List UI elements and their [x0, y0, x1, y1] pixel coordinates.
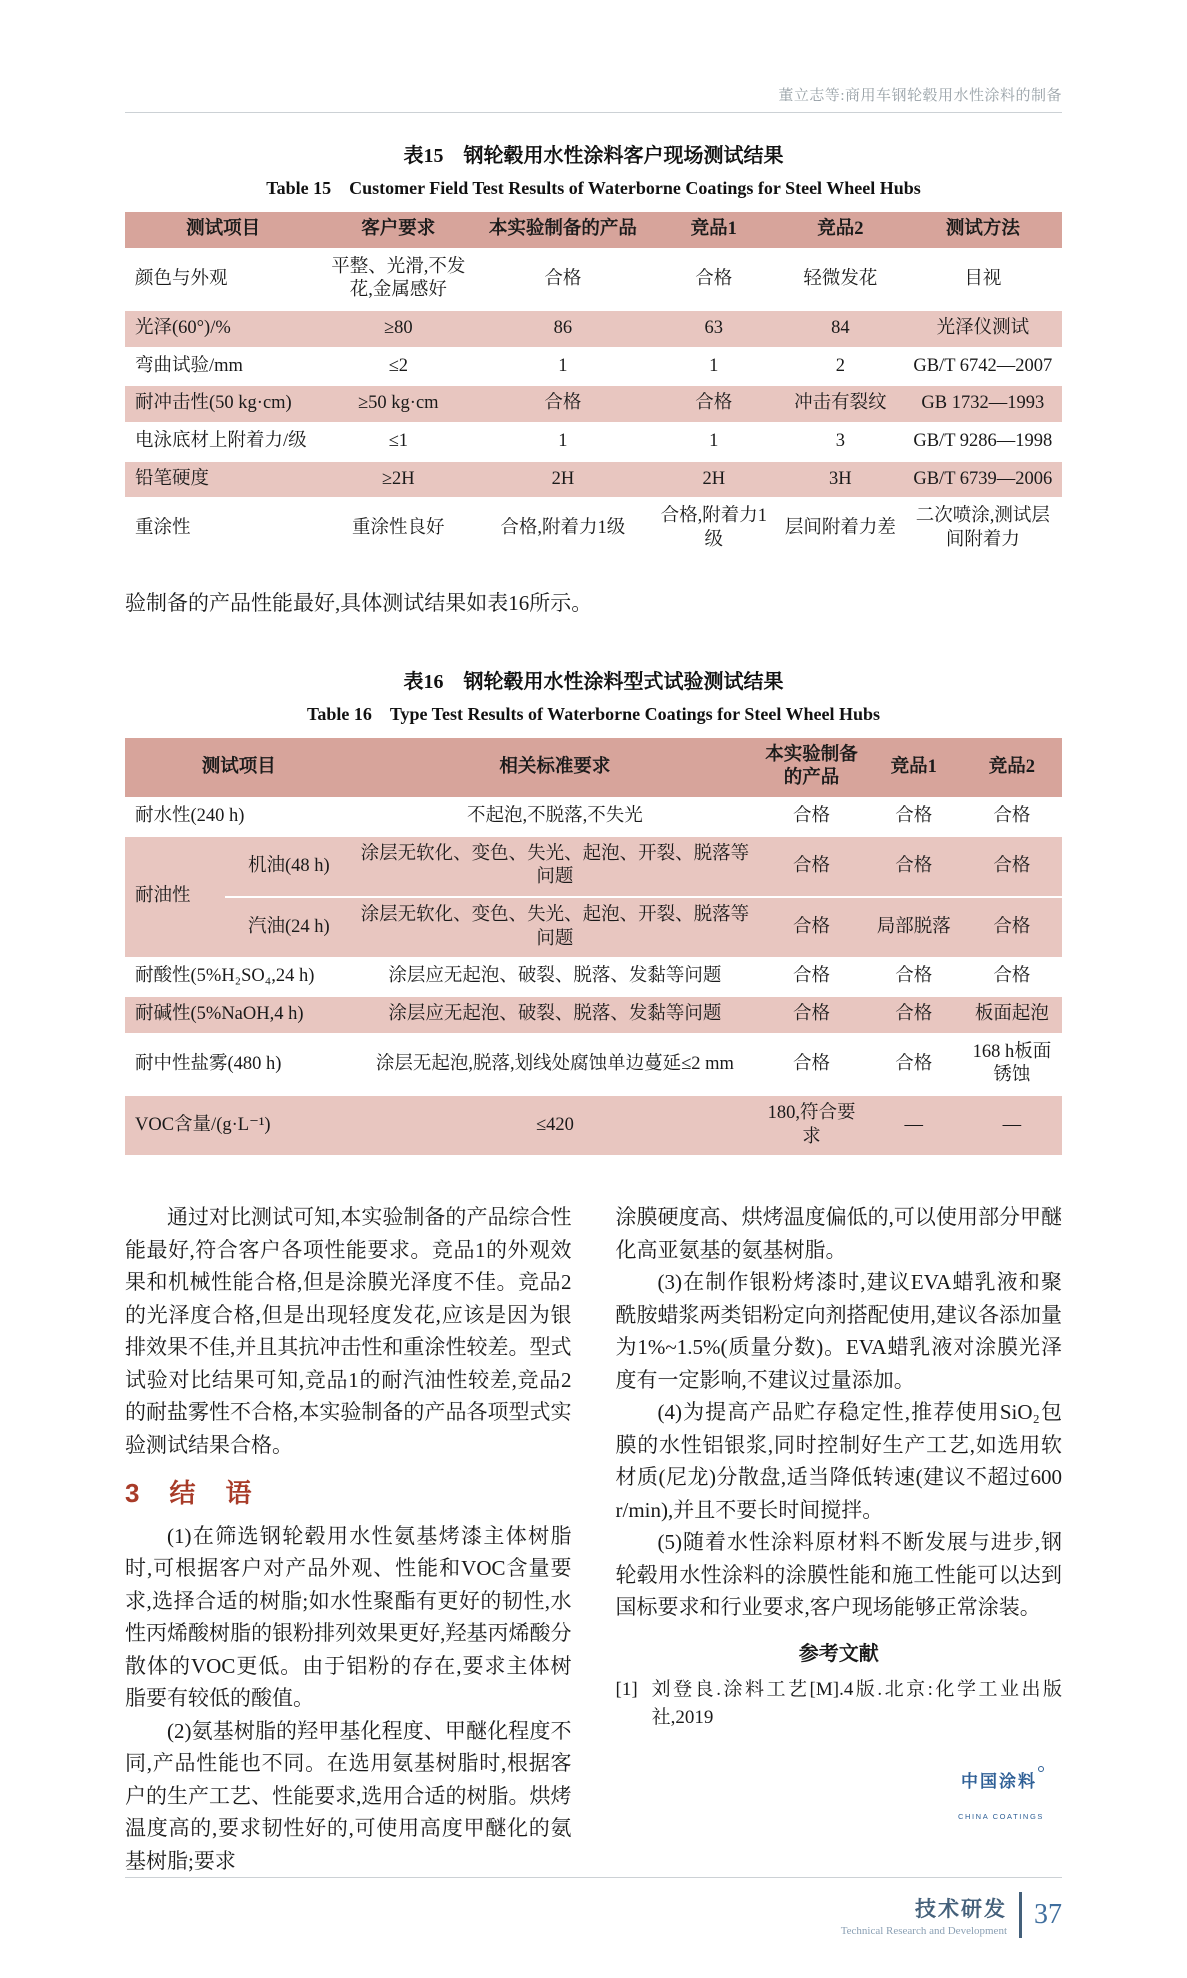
table-cell: 目视 [904, 249, 1062, 310]
column-header: 测试项目 [125, 212, 321, 249]
reference-text: 刘登良.涂料工艺[M].4版.北京:化学工业出版社,2019 [651, 1679, 1062, 1729]
footer-divider [125, 1877, 1062, 1878]
table-row [125, 996, 1062, 1034]
table-row [125, 385, 1062, 423]
column-header: 相关标准要求 [352, 738, 757, 798]
table-cell: 合格 [757, 1034, 866, 1095]
table-cell: 合格 [866, 1034, 962, 1095]
table16-title-en: Table 16 Type Test Results of Waterborne Coatings for Steel Wheel Hubs [306, 703, 881, 724]
table-cell: 弯曲试验/mm [125, 348, 321, 386]
table-cell: 合格 [475, 385, 650, 423]
body-paragraph: (3)在制作银粉烤漆时,建议EVA蜡乳液和聚酰胺蜡浆两类铝粉定向剂搭配使用,建议各添加量为1%~1.5%(质量分数)。EVA蜡乳液对涂膜光泽度有一定影响,不建议过量添加。 [615, 1270, 1062, 1392]
footer-section-en: Technical Research and Development [840, 1925, 1007, 1938]
table-cell: 电泳底材上附着力/级 [125, 423, 321, 461]
table16-block [125, 639, 1062, 1158]
table-row [125, 348, 1062, 386]
column-header: 本实验制备的产品 [475, 212, 650, 249]
table-row [125, 958, 1062, 996]
table-cell: 1 [475, 423, 650, 461]
table-cell: 合格,附着力1级 [475, 498, 650, 559]
table-cell: ≥50 kg·cm [321, 385, 475, 423]
running-head: 董立志等:商用车钢轮毂用水性涂料的制备 [125, 84, 1062, 113]
table-cell: 2H [650, 461, 777, 499]
table-cell: 合格 [962, 836, 1062, 897]
table15-title-zh: 表15 钢轮毂用水性涂料客户现场测试结果 [403, 145, 784, 167]
table-row [125, 1034, 1062, 1095]
body-paragraph: 通过对比测试可知,本实验制备的产品综合性能最好,符合客户各项性能要求。竞品1的外观效果和机械性能合格,但是涂膜光泽度不佳。竞品2的光泽度合格,但是出现轻度发花,应该是因为银排效果不佳,并且其抗冲击性和重涂性较差。型式试验对比结果可知,竞品1的耐汽油性较差,竞品2的耐盐雾性不合格,本实验制备的产品各项型式实验测试结果合格。 [125, 1205, 572, 1457]
table-cell: 合格 [757, 897, 866, 958]
table-cell: 168 h板面锈蚀 [962, 1034, 1062, 1095]
table-cell: GB/T 6742—2007 [904, 348, 1062, 386]
body-paragraph: (5)随着水性涂料原材料不断发展与进步,钢轮毂用水性涂料的涂膜性能和施工性能可以达到国标要求和行业要求,客户现场能够正常涂装。 [615, 1530, 1062, 1620]
table-cell: 合格 [866, 836, 962, 897]
body-columns [125, 1201, 1062, 1877]
table-row [125, 897, 1062, 958]
table-cell: 耐中性盐雾(480 h) [125, 1034, 352, 1095]
table-cell: 耐油性 [125, 836, 225, 959]
table-cell: 汽油(24 h) [225, 897, 352, 958]
table-cell: 重涂性 [125, 498, 321, 559]
table-cell: 耐酸性(5%H₂SO₄,24 h) [125, 958, 352, 996]
footer-section-zh: 技术研发 [915, 1898, 1007, 1922]
table-cell: 3 [777, 423, 904, 461]
table-cell: GB/T 6739—2006 [904, 461, 1062, 499]
column-header: 本实验制备的产品 [757, 738, 866, 798]
table-cell: 平整、光滑,不发花,金属感好 [321, 249, 475, 310]
table-row [125, 836, 1062, 897]
table-cell: 耐冲击性(50 kg·cm) [125, 385, 321, 423]
table-cell: 1 [650, 348, 777, 386]
footer-vertical-bar [1019, 1892, 1022, 1938]
table-15 [125, 212, 1062, 561]
table-cell: — [962, 1095, 1062, 1156]
references-title: 参考文献 [798, 1642, 879, 1665]
table-cell: 63 [650, 310, 777, 348]
body-paragraph: 验制备的产品性能最好,具体测试结果如表16所示。 [125, 590, 593, 615]
table-cell: 合格 [757, 836, 866, 897]
table-cell: ≥80 [321, 310, 475, 348]
table-cell: 涂层无软化、变色、失光、起泡、开裂、脱落等问题 [352, 836, 757, 897]
table16-title-zh: 表16 钢轮毂用水性涂料型式试验测试结果 [403, 670, 784, 693]
table-cell: 光泽仪测试 [904, 310, 1062, 348]
table-cell: 1 [475, 348, 650, 386]
table-cell: 二次喷涂,测试层间附着力 [904, 498, 1062, 559]
table-cell: 铅笔硬度 [125, 461, 321, 499]
table-cell: 合格 [866, 798, 962, 836]
section-heading: 3 结 语 [125, 1478, 254, 1509]
table-cell: ≤1 [321, 423, 475, 461]
column-header: 竞品2 [962, 738, 1062, 798]
table-cell: GB/T 9286—1998 [904, 423, 1062, 461]
trademark-icon [1038, 1766, 1044, 1772]
body-paragraph: (1)在筛选钢轮毂用水性氨基烤漆主体树脂时,可根据客户对产品外观、性能和VOC含量要求,选择合适的树脂;如水性聚酯有更好的韧性,水性丙烯酸树脂的银粉排列效果更好,羟基丙烯酸分散体的VOC更低。由于铝粉的存在,要求主体树脂要有较低的酸值。 [125, 1523, 572, 1711]
column-header: 竞品2 [777, 212, 904, 249]
table15-header-row [125, 212, 1062, 249]
table-cell: ≤2 [321, 348, 475, 386]
table-cell: 局部脱落 [866, 897, 962, 958]
table-cell: ≤420 [352, 1095, 757, 1156]
table-cell: 轻微发花 [777, 249, 904, 310]
table-cell: 涂层应无起泡、破裂、脱落、发黏等问题 [352, 958, 757, 996]
table-cell: GB 1732—1993 [904, 385, 1062, 423]
table-cell: 合格 [962, 798, 1062, 836]
table-cell: 耐碱性(5%NaOH,4 h) [125, 996, 352, 1034]
table-row [125, 461, 1062, 499]
table-cell: 不起泡,不脱落,不失光 [352, 798, 757, 836]
footer-content [125, 1892, 1062, 1978]
body-paragraph: (4)为提高产品贮存稳定性,推荐使用SiO₂包膜的水性铝银浆,同时控制好生产工艺,如选用软材质(尼龙)分散盘,适当降低转速(建议不超过600 r/min),并且不要长时间搅拌。 [615, 1400, 1062, 1522]
table-cell: VOC含量/(g·L⁻¹) [125, 1095, 352, 1156]
column-header: 测试项目 [125, 738, 352, 798]
table-cell: 冲击有裂纹 [777, 385, 904, 423]
footer-section-name [841, 1893, 1007, 1937]
table15-block [125, 113, 1062, 561]
table-cell: 84 [777, 310, 904, 348]
table-cell: 合格 [757, 996, 866, 1034]
table-cell: 耐水性(240 h) [125, 798, 352, 836]
right-column [616, 1201, 1063, 1877]
logo-text-zh: 中国涂料 [961, 1766, 1044, 1799]
table-cell: 合格 [757, 798, 866, 836]
reference-number: [1] [615, 1679, 638, 1701]
table-row [125, 423, 1062, 461]
body-paragraph: 涂膜硬度高、烘烤温度偏低的,可以使用部分甲醚化高亚氨基的氨基树脂。 [615, 1205, 1062, 1262]
table15-title-en: Table 15 Customer Field Test Results of Waterborne Coatings for Steel Wheel Hubs [266, 178, 921, 198]
body-paragraph: (2)氨基树脂的羟甲基化程度、甲醚化程度不同,产品性能也不同。在选用氨基树脂时,根据客户的生产工艺、性能要求,选用合适的树脂。烘烤温度高的,要求韧性好的,可使用高度甲醚化的氨基树脂;要求 [125, 1718, 572, 1873]
table-row [125, 498, 1062, 559]
table-cell: 光泽(60°)/% [125, 310, 321, 348]
table-cell: 涂层应无起泡、破裂、脱落、发黏等问题 [352, 996, 757, 1034]
table-cell: 机油(48 h) [225, 836, 352, 897]
table-cell: 合格 [650, 385, 777, 423]
table-cell: 2H [475, 461, 650, 499]
table-cell: 2 [777, 348, 904, 386]
table-cell: 合格,附着力1级 [650, 498, 777, 559]
table-cell: 层间附着力差 [777, 498, 904, 559]
logo-text-en: CHINA COATINGS [957, 1811, 1044, 1821]
column-header: 测试方法 [904, 212, 1062, 249]
table-cell: 3H [777, 461, 904, 499]
table-cell: 重涂性良好 [321, 498, 475, 559]
page-number: 37 [1034, 1899, 1062, 1931]
reference-item [616, 1676, 1063, 1732]
table-cell: 板面起泡 [962, 996, 1062, 1034]
column-header: 竞品1 [866, 738, 962, 798]
table-row [125, 798, 1062, 836]
column-header: 竞品1 [650, 212, 777, 249]
table-row [125, 1095, 1062, 1156]
table-cell: — [866, 1095, 962, 1156]
china-coatings-logo [616, 1766, 1063, 1833]
table-16 [125, 738, 1062, 1158]
table-cell: 涂层无起泡,脱落,划线处腐蚀单边蔓延≤2 mm [352, 1034, 757, 1095]
table-cell: 合格 [866, 958, 962, 996]
table-row [125, 249, 1062, 310]
table-cell: 合格 [866, 996, 962, 1034]
table-row [125, 310, 1062, 348]
column-header: 客户要求 [321, 212, 475, 249]
table-cell: 合格 [757, 958, 866, 996]
table-cell: 86 [475, 310, 650, 348]
table-cell: 1 [650, 423, 777, 461]
table-cell: ≥2H [321, 461, 475, 499]
page-footer [125, 1877, 1062, 1978]
table16-header-row [125, 738, 1062, 798]
table-cell: 合格 [962, 958, 1062, 996]
table-cell: 颜色与外观 [125, 249, 321, 310]
left-column [125, 1201, 572, 1877]
table-cell: 合格 [962, 897, 1062, 958]
table-cell: 合格 [650, 249, 777, 310]
table-cell: 涂层无软化、变色、失光、起泡、开裂、脱落等问题 [352, 897, 757, 958]
table-cell: 180,符合要求 [757, 1095, 866, 1156]
table-cell: 合格 [475, 249, 650, 310]
